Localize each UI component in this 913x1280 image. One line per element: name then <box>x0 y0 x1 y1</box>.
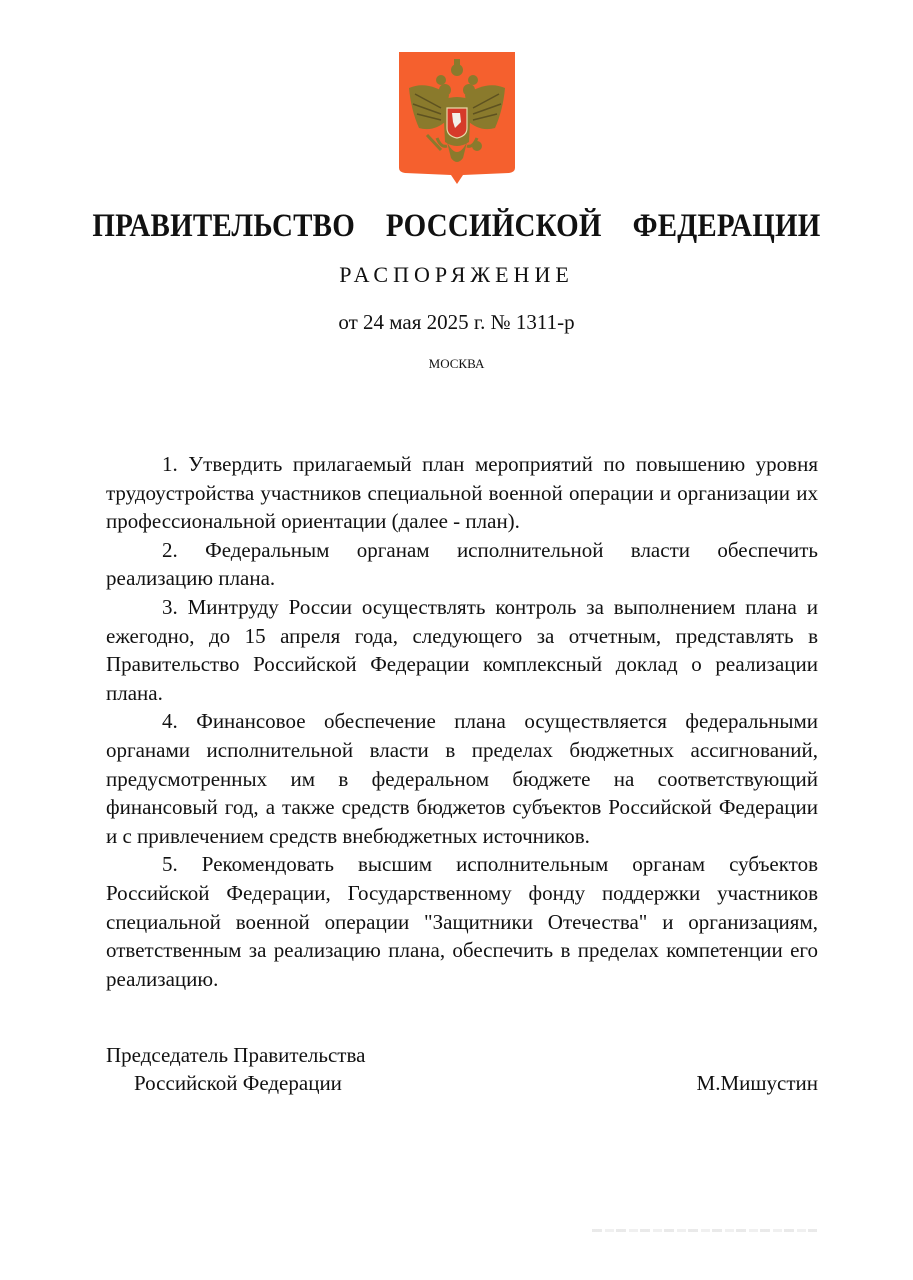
paragraph-5: 5. Рекомендовать высшим исполнительным органам субъектов Российской Федерации, Государственному фонду поддержки участников специальной военной операции "Защитники Отечества" и организациям, ответственным за реализацию плана, обеспечить в пределах компетенции его реализацию. <box>106 852 818 991</box>
document-body <box>106 450 818 993</box>
russian-coat-of-arms-icon <box>397 50 517 185</box>
document-date-number: от 24 мая 2025 г. № 1311-р <box>338 310 575 334</box>
signatory-name: М.Мишустин <box>696 1071 818 1095</box>
coat-of-arms-emblem <box>397 50 517 185</box>
paragraph-2: 2. Федеральным органам исполнительной власти обеспечить реализацию плана. <box>106 537 818 591</box>
paragraph-3: 3. Минтруду России осуществлять контроль за выполнением плана и ежегодно, до 15 апреля года, следующего за отчетным, представлять в Правительство Российской Федерации комплексный доклад о реализации плана. <box>106 594 818 705</box>
paragraph-1: 1. Утвердить прилагаемый план мероприятий по повышению уровня трудоустройства участников специальной военной операции и организации их профессиональной ориентации (далее - план). <box>106 452 818 534</box>
government-title: ПРАВИТЕЛЬСТВО РОССИЙСКОЙ ФЕДЕРАЦИИ <box>92 208 821 244</box>
paragraph-4: 4. Финансовое обеспечение плана осуществляется федеральными органами исполнительной власти в пределах бюджетных ассигнований, предусмотренных им в федеральном бюджете на соответствующий финансовый год, а также средств бюджетов субъектов Российской Федерации и с привлечением средств внебюджетных источников. <box>106 709 818 848</box>
signatory-position-line1: Председатель Правительства <box>106 1043 366 1067</box>
signatory-position-line2: Российской Федерации <box>134 1071 342 1095</box>
signature-block <box>106 1041 818 1097</box>
document-city: МОСКВА <box>428 356 485 371</box>
footer-faint-mark <box>592 1229 817 1232</box>
document-type: РАСПОРЯЖЕНИЕ <box>339 262 574 287</box>
